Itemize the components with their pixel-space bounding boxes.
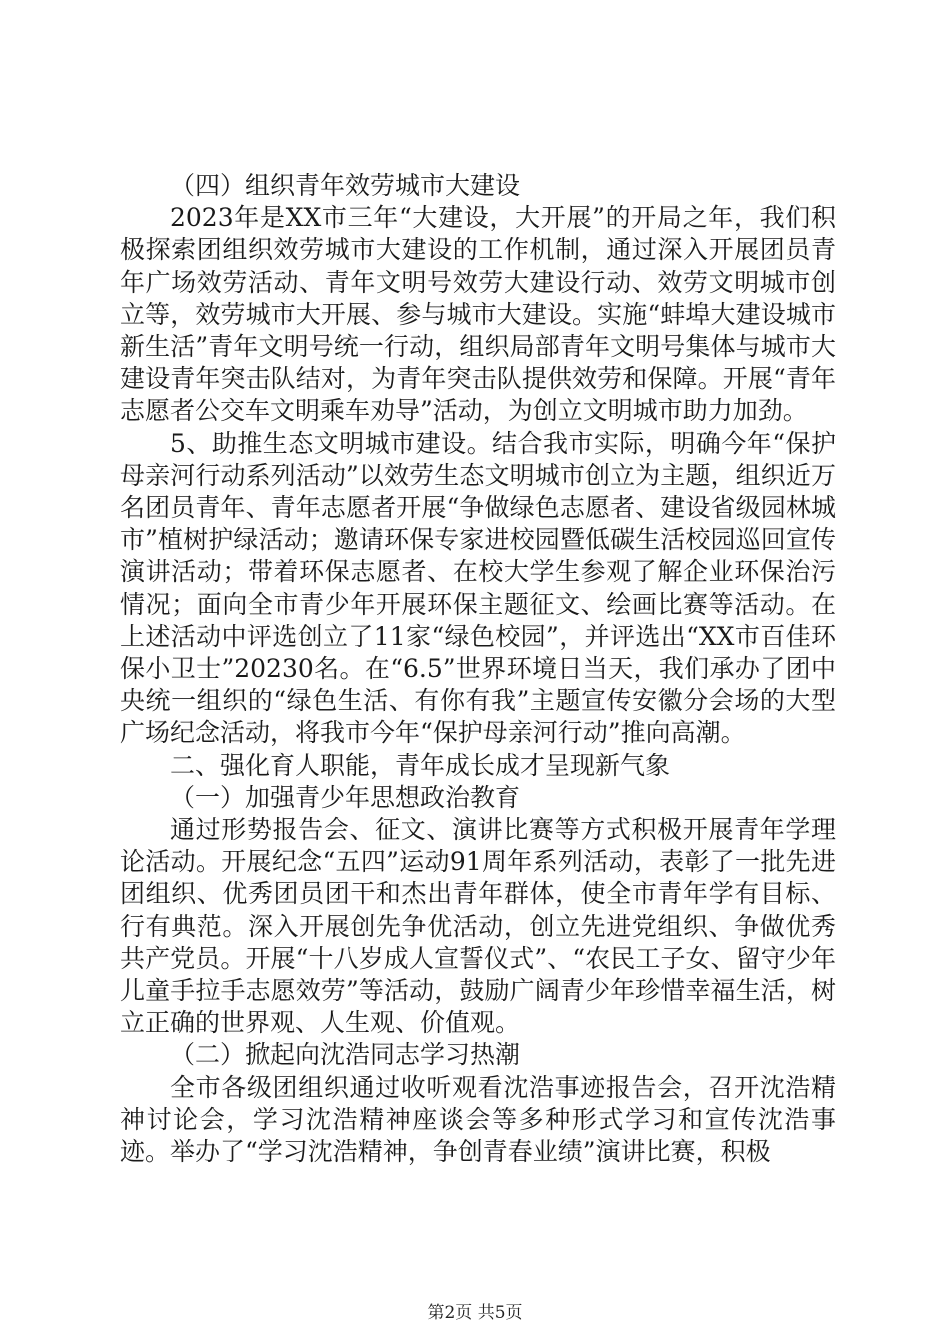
page-number-footer: 第2页 共5页	[427, 1303, 523, 1323]
paragraph: 5、助推生态文明城市建设。结合我市实际，明确今年“保护母亲河行动系列活动”以效劳生态文明城市创立为主题，组织近万名团员青年、青年志愿者开展“争做绿色志愿者、建设省级园林城市”植树护绿活动；邀请环保专家进校园暨低碳生活校园巡回宣传演讲活动；带着环保志愿者、在校大学生参观了解企业环保治污情况；面向全市青少年开展环保主题征文、绘画比赛等活动。在上述活动中评选创立了11家“绿色校园”，并评选出“XX市百佳环保小卫士”20230名。在“6.5”世界环境日当天，我们承办了团中央统一组织的“绿色生活、有你有我”主题宣传安徽分会场的大型广场纪念活动，将我市今年“保护母亲河行动”推向高潮。	[120, 428, 836, 748]
section-heading-2: 二、强化育人职能，青年成长成才呈现新气象	[170, 750, 671, 780]
section-heading-4: （四）组织青年效劳城市大建设	[170, 171, 521, 200]
subsection-heading-1: （一）加强青少年思想政治教育	[170, 782, 521, 812]
paragraph: 全市各级团组织通过收听观看沈浩事迹报告会，召开沈浩精神讨论会，学习沈浩精神座谈会等多种形式学习和宣传沈浩事迹。举办了“学习沈浩精神，争创青春业绩”演讲比赛，积极	[120, 1072, 836, 1167]
paragraph: 2023年是XX市三年“大建设，大开展”的开局之年，我们积极探索团组织效劳城市大建设的工作机制，通过深入开展团员青年广场效劳活动、青年文明号效劳大建设行动、效劳文明城市创立等，效劳城市大开展、参与城市大建设。实施“蚌埠大建设城市新生活”青年文明号统一行动，组织局部青年文明号集体与城市大建设青年突击队结对，为青年突击队提供效劳和保障。开展“青年志愿者公交车文明乘车劝导”活动，为创立文明城市助力加劲。	[120, 203, 836, 426]
document-body	[120, 170, 836, 1168]
subsection-heading-2: （二）掀起向沈浩同志学习热潮	[170, 1040, 521, 1070]
paragraph: 通过形势报告会、征文、演讲比赛等方式积极开展青年学理论活动。开展纪念“五四”运动91周年系列活动，表彰了一批先进团组织、优秀团员团干和杰出青年群体，使全市青年学有目标、行有典范。深入开展创先争优活动，创立先进党组织、争做优秀共产党员。开展“十八岁成人宣誓仪式”、“农民工子女、留守少年儿童手拉手志愿效劳”等活动，鼓励广阔青少年珍惜幸福生活，树立正确的世界观、人生观、价值观。	[120, 815, 836, 1038]
